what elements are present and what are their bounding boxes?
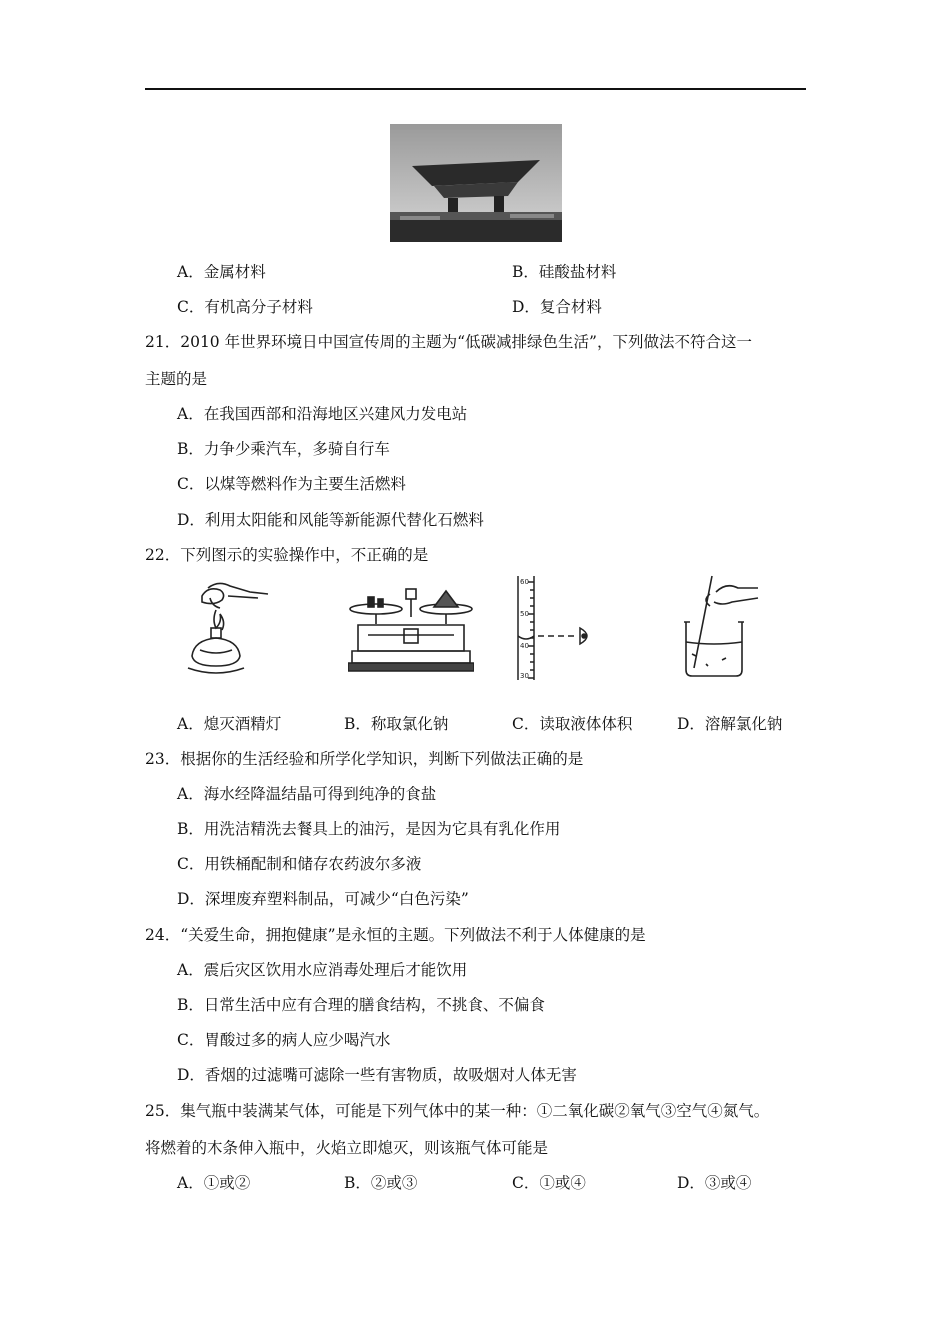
q21-option-c: C．以煤等燃料作为主要生活燃料 <box>177 475 406 493</box>
q24-option-d: D．香烟的过滤嘴可滤除一些有害物质，故吸烟对人体无害 <box>177 1066 577 1084</box>
china-pavilion-photo <box>390 124 562 242</box>
q23-option-d: D．深埋废弃塑料制品，可减少“白色污染” <box>177 890 469 908</box>
q22-option-b: B．称取氯化钠 <box>344 715 449 733</box>
q21-stem-line1: 21．2010 年世界环境日中国宣传周的主题为“低碳减排绿色生活”，下列做法不符合这一 <box>145 333 752 351</box>
q24-option-b: B．日常生活中应有合理的膳食结构，不挑食、不偏食 <box>177 996 545 1014</box>
q22-option-d: D．溶解氯化钠 <box>677 715 783 733</box>
alcohol-lamp-figure <box>180 578 270 682</box>
cylinder-tick-50: 50 <box>520 610 529 618</box>
q25-stem-line2: 将燃着的木条伸入瓶中，火焰立即熄灭，则该瓶气体可能是 <box>145 1139 549 1157</box>
q25-option-b: B．②或③ <box>344 1174 418 1192</box>
q21-option-b: B．力争少乘汽车，多骑自行车 <box>177 440 390 458</box>
header-rule <box>145 88 806 90</box>
q23-option-b: B．用洗洁精洗去餐具上的油污，是因为它具有乳化作用 <box>177 820 561 838</box>
beaker-stirring-figure <box>682 574 764 678</box>
q25-stem-line1: 25．集气瓶中装满某气体，可能是下列气体中的某一种：①二氧化碳②氧气③空气④氮气。 <box>145 1102 770 1120</box>
q20-option-c: C．有机高分子材料 <box>177 298 313 316</box>
q20-option-d: D．复合材料 <box>512 298 602 316</box>
q23-option-a: A．海水经降温结晶可得到纯净的食盐 <box>177 785 437 803</box>
q21-stem-line2: 主题的是 <box>145 370 208 388</box>
q25-option-c: C．①或④ <box>512 1174 586 1192</box>
q22-option-c: C．读取液体体积 <box>512 715 633 733</box>
q25-option-d: D．③或④ <box>677 1174 752 1192</box>
q23-option-c: C．用铁桶配制和储存农药波尔多液 <box>177 855 422 873</box>
q20-option-b: B．硅酸盐材料 <box>512 263 617 281</box>
graduated-cylinder-figure <box>510 576 600 680</box>
q24-stem: 24．“关爱生命，拥抱健康”是永恒的主题。下列做法不利于人体健康的是 <box>145 926 646 944</box>
cylinder-tick-40: 40 <box>520 642 529 650</box>
q20-option-a: A．金属材料 <box>177 263 266 281</box>
balance-scale-figure <box>348 583 474 677</box>
q23-stem: 23．根据你的生活经验和所学化学知识，判断下列做法正确的是 <box>145 750 584 768</box>
q21-option-a: A．在我国西部和沿海地区兴建风力发电站 <box>177 405 468 423</box>
cylinder-tick-30: 30 <box>520 672 529 680</box>
q24-option-a: A．震后灾区饮用水应消毒处理后才能饮用 <box>177 961 468 979</box>
q22-stem: 22．下列图示的实验操作中，不正确的是 <box>145 546 429 564</box>
q24-option-c: C．胃酸过多的病人应少喝汽水 <box>177 1031 391 1049</box>
cylinder-tick-60: 60 <box>520 578 529 586</box>
q21-option-d: D．利用太阳能和风能等新能源代替化石燃料 <box>177 511 484 529</box>
q22-option-a: A．熄灭酒精灯 <box>177 715 282 733</box>
q25-option-a: A．①或② <box>177 1174 251 1192</box>
